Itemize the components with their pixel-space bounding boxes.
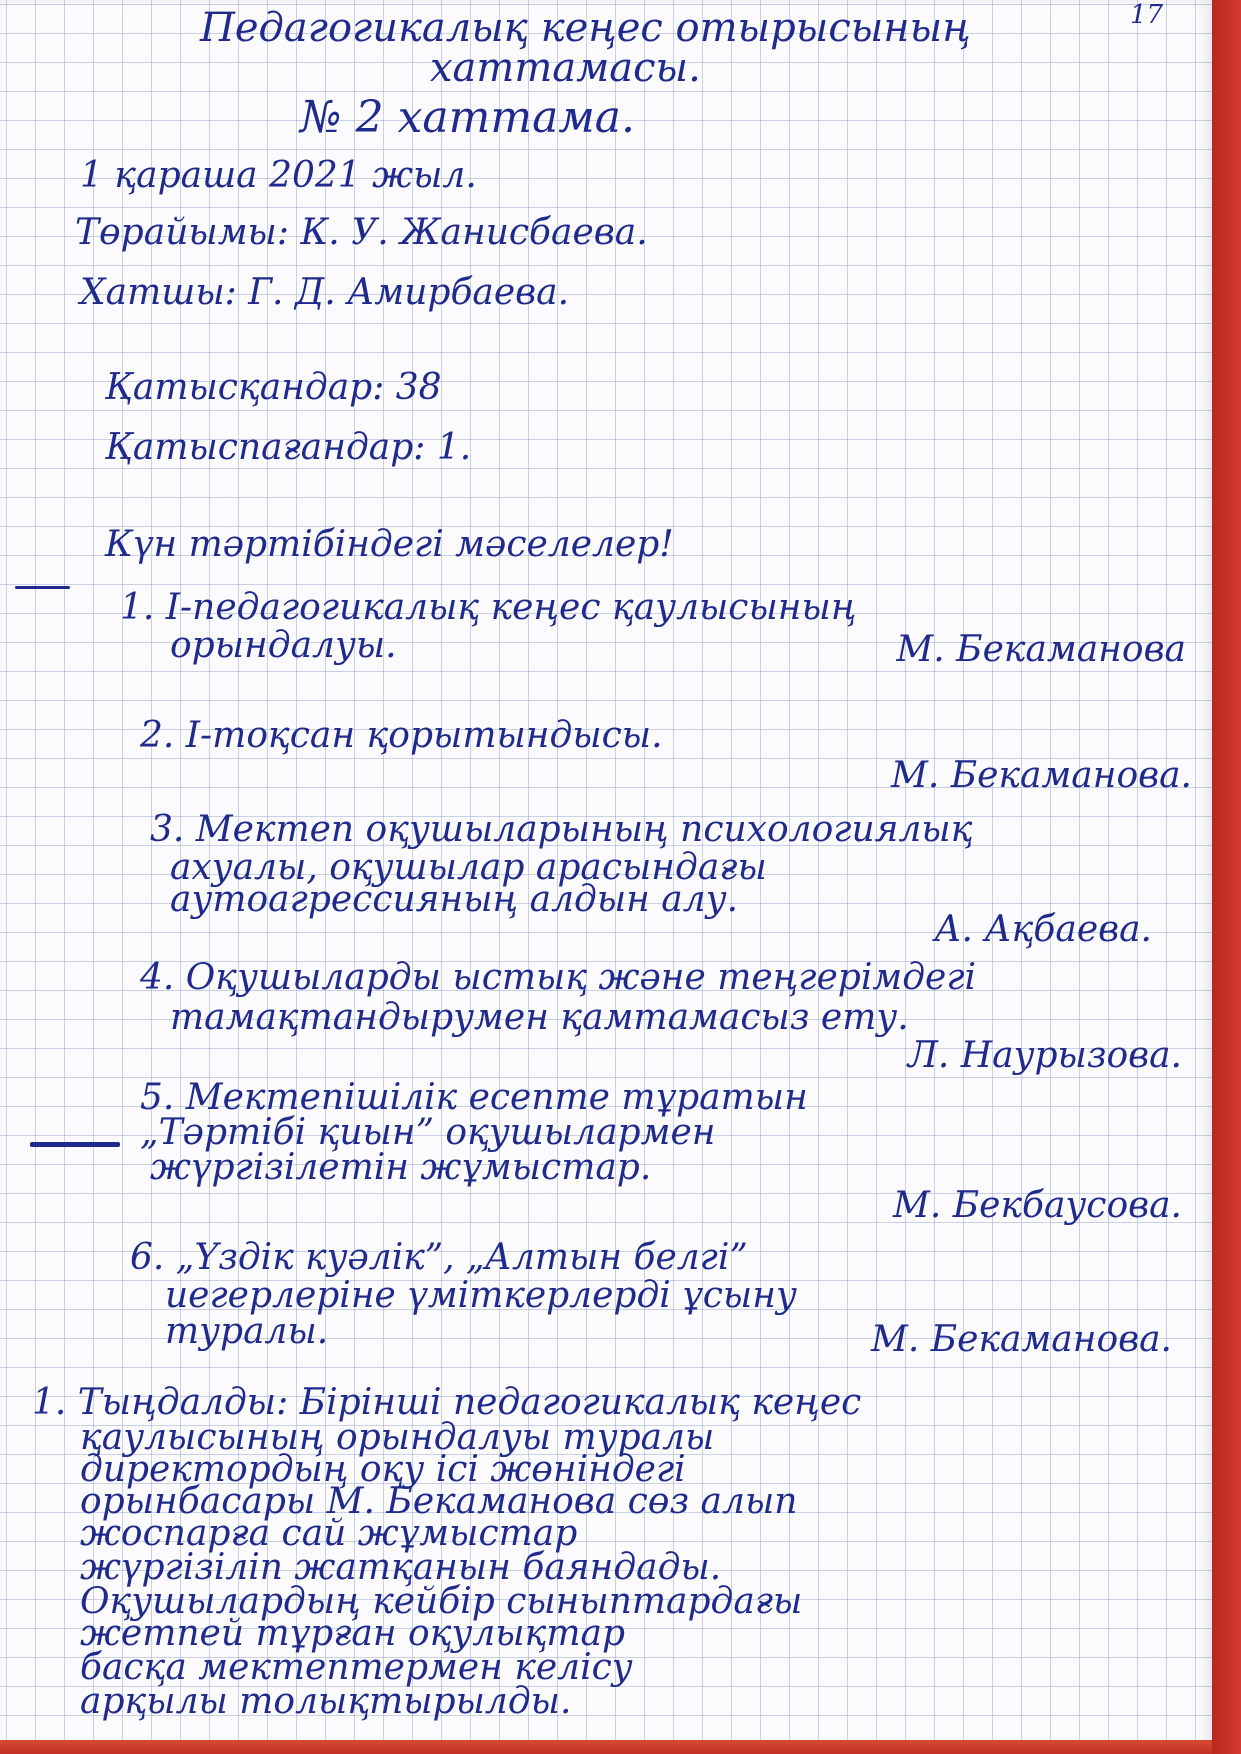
agenda-item-6-speaker: М. Бекаманова. <box>870 1319 1172 1360</box>
protocol-number: № 2 хаттама. <box>300 92 636 143</box>
agenda-item-2-line1: 2. I-тоқсан қорытындысы. <box>140 715 663 756</box>
heard-line-1: 1. Тыңдалды: Бірінші педагогикалық кеңес <box>32 1382 862 1423</box>
heard-line-7: Оқушылардың кейбір сыныптардағы <box>80 1581 803 1622</box>
agenda-item-3-speaker: А. Ақбаева. <box>934 909 1152 950</box>
document-title-line1: Педагогикалық кеңес отырысының <box>200 5 971 51</box>
agenda-item-4-speaker: Л. Наурызова. <box>907 1035 1182 1076</box>
heard-line-4: орынбасары М. Бекаманова сөз алып <box>80 1481 798 1522</box>
secretary: Хатшы: Г. Д. Амирбаева. <box>80 272 570 313</box>
agenda-item-2-speaker: М. Бекаманова. <box>890 755 1192 796</box>
chairperson: Төрайымы: К. У. Жанисбаева. <box>75 212 648 253</box>
agenda-item-3-line3: аутоагрессияның алдын алу. <box>170 879 739 920</box>
agenda-item-5-line2: „Тәртібі қиын” оқушылармен <box>140 1112 716 1153</box>
notebook-bottom-edge <box>0 1740 1212 1754</box>
margin-mark <box>15 586 70 589</box>
agenda-item-4-line1: 4. Оқушыларды ыстық және теңгерімдегі <box>140 957 977 998</box>
agenda-item-6-line2: иегерлеріне үміткерлерді ұсыну <box>165 1275 797 1316</box>
heard-line-8: жетпей тұрған оқулықтар <box>80 1613 625 1654</box>
agenda-item-5-speaker: М. Бекбаусова. <box>892 1185 1182 1226</box>
heard-line-2: қаулысының орындалуы туралы <box>80 1417 715 1458</box>
agenda-item-6-line1: 6. „Үздік куәлік”, „Алтын белгі” <box>130 1237 748 1278</box>
agenda-item-3-line2: ахуалы, оқушылар арасындағы <box>170 847 767 888</box>
agenda-title: Күн тәртібіндегі мәселелер! <box>105 524 674 565</box>
heard-line-9: басқа мектептермен келісу <box>80 1647 633 1688</box>
attendance-present: Қатысқандар: 38 <box>105 367 442 408</box>
heard-line-10: арқылы толықтырылды. <box>80 1681 572 1722</box>
meeting-date: 1 қараша 2021 жыл. <box>80 155 477 196</box>
heard-line-3: директордың оқу ісі жөніндегі <box>80 1449 686 1490</box>
agenda-item-5-line1: 5. Мектепішілік есепте тұратын <box>140 1077 808 1118</box>
agenda-item-1-line2: орындалуы. <box>170 625 397 666</box>
page-number: 17 <box>1130 0 1164 30</box>
agenda-item-6-line3: туралы. <box>165 1311 329 1352</box>
agenda-item-1-speaker: М. Бекаманова <box>896 629 1186 670</box>
agenda-item-3-line1: 3. Мектеп оқушыларының психологиялық <box>150 809 973 850</box>
agenda-item-5-line3: жүргізілетін жұмыстар. <box>150 1147 652 1188</box>
agenda-item-4-line2: тамақтандырумен қамтамасыз ету. <box>170 997 909 1038</box>
document-title-line2: хаттамасы. <box>430 45 701 91</box>
heard-line-5: жоспарға сай жұмыстар <box>80 1513 578 1554</box>
attendance-absent: Қатыспағандар: 1. <box>105 427 472 468</box>
agenda-item-1-line1: 1. I-педагогикалық кеңес қаулысының <box>120 587 857 628</box>
notebook-cover-edge <box>1212 0 1241 1754</box>
margin-arrow-mark <box>30 1142 120 1147</box>
heard-line-6: жүргізіліп жатқанын баяндады. <box>80 1547 722 1588</box>
